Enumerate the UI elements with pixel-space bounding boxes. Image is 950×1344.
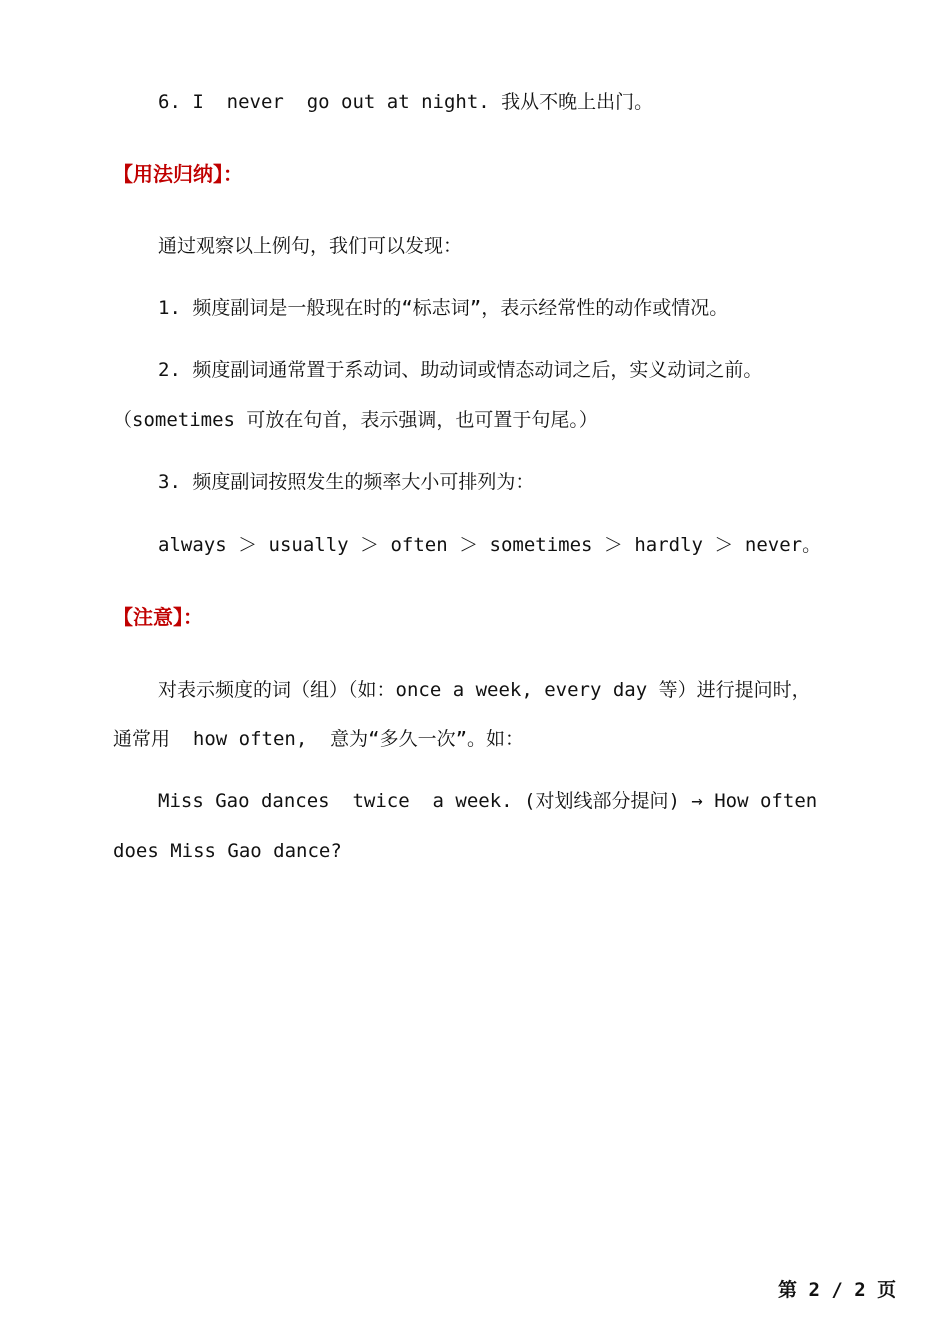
rule-3: 3. 频度副词按照发生的频率大小可排列为：	[158, 471, 535, 493]
example-sentence-continuation: does Miss Gao dance?	[113, 840, 342, 862]
page-number: 第 2 / 2 页	[778, 1279, 897, 1301]
example-sentence-6: 6. I never go out at night. 我从不晚上出门。	[158, 91, 654, 113]
frequency-order: always ＞ usually ＞ often ＞ sometimes ＞ hardly ＞ never。	[158, 534, 822, 556]
intro-text: 通过观察以上例句，我们可以发现：	[158, 235, 463, 257]
rule-2: 2. 频度副词通常置于系动词、助动词或情态动词之后，实义动词之前。	[158, 359, 763, 381]
note-heading: 【注意】：	[113, 605, 203, 629]
example-sentence: Miss Gao dances twice a week. (对划线部分提问) → How often	[158, 790, 818, 812]
rule-2-continuation: （sometimes 可放在句首，表示强调，也可置于句尾。）	[113, 409, 598, 431]
note-body: 对表示频度的词（组）（如：once a week, every day 等）进行提问时，	[158, 679, 811, 701]
note-body-continuation: 通常用 how often, 意为“多久一次”。如：	[113, 728, 525, 750]
usage-summary-heading: 【用法归纳】：	[113, 162, 243, 186]
rule-1: 1. 频度副词是一般现在时的“标志词”，表示经常性的动作或情况。	[158, 297, 729, 319]
